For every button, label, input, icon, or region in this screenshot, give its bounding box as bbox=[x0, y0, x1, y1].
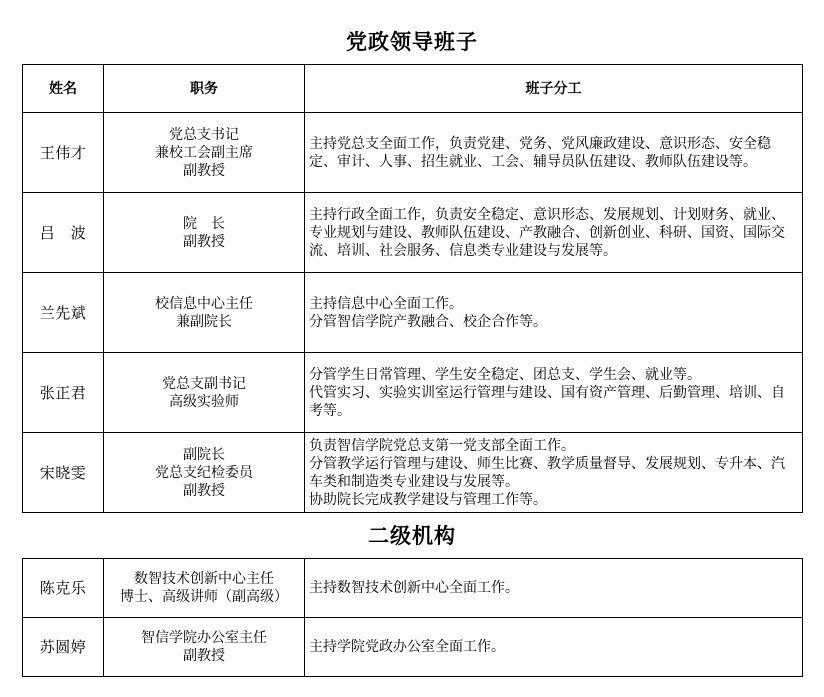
duty-line: 分管智信学院产教融合、校企合作等。 bbox=[309, 313, 547, 330]
position-line: 副教授 bbox=[183, 162, 225, 179]
person-position bbox=[104, 559, 305, 618]
table-header-row bbox=[23, 65, 803, 113]
person-duty bbox=[305, 559, 803, 618]
person-position bbox=[104, 193, 305, 273]
table-row bbox=[23, 113, 803, 193]
position-line: 兼副院长 bbox=[176, 313, 232, 330]
position-line: 智信学院办公室主任 bbox=[141, 630, 267, 646]
duty-line: 协助院长完成教学建设与管理工作等。 bbox=[309, 491, 547, 508]
person-position bbox=[104, 353, 305, 433]
table-row bbox=[23, 353, 803, 433]
person-duty bbox=[305, 193, 803, 273]
table-row bbox=[23, 273, 803, 353]
person-name: 兰先斌 bbox=[23, 273, 104, 353]
header-duty: 班子分工 bbox=[305, 65, 803, 113]
position-line: 党总支纪检委员 bbox=[155, 464, 253, 481]
header-name: 姓名 bbox=[23, 65, 104, 113]
page-title: 党政领导班子 bbox=[346, 29, 478, 54]
table-row bbox=[23, 618, 803, 677]
person-duty bbox=[305, 433, 803, 513]
header-position: 职务 bbox=[104, 65, 305, 113]
person-position bbox=[104, 433, 305, 513]
duty-line: 代管实习、实验实训室运行管理与建设、国有资产管理、后勤管理、培训、自考等。 bbox=[309, 384, 785, 419]
position-line: 党总支书记 bbox=[169, 126, 239, 143]
person-position bbox=[104, 618, 305, 677]
leadership-table bbox=[22, 64, 803, 513]
position-line: 院 长 bbox=[183, 215, 225, 232]
duty-line: 主持党总支全面工作，负责党建、党务、党风廉政建设、意识形态、安全稳定、审计、人事、招生就业、工会、辅导员队伍建设、教师队伍建设等。 bbox=[309, 135, 771, 170]
position-line: 校信息中心主任 bbox=[155, 295, 253, 312]
duty-line: 主持信息中心全面工作。 bbox=[309, 295, 463, 312]
person-duty bbox=[305, 273, 803, 353]
person-name: 张正君 bbox=[23, 353, 104, 433]
person-position bbox=[104, 273, 305, 353]
person-name: 苏圆婷 bbox=[23, 618, 104, 677]
position-line: 党总支副书记 bbox=[162, 375, 246, 392]
duty-line: 主持学院党政办公室全面工作。 bbox=[309, 639, 505, 655]
position-line: 兼校工会副主席 bbox=[155, 144, 253, 161]
position-line: 高级实验师 bbox=[169, 393, 239, 410]
duty-line: 负责智信学院党总支第一党支部全面工作。 bbox=[309, 437, 575, 454]
person-duty bbox=[305, 113, 803, 193]
person-name: 王伟才 bbox=[23, 113, 104, 193]
secondary-units-table bbox=[22, 558, 803, 677]
position-line: 副院长 bbox=[183, 446, 225, 463]
section-title: 二级机构 bbox=[368, 523, 456, 548]
position-line: 数智技术创新中心主任 bbox=[134, 571, 274, 587]
duty-line: 分管教学运行管理与建设、师生比赛、教学质量督导、发展规划、专升本、汽车类和制造类专业建设与发展等。 bbox=[309, 455, 785, 490]
position-line: 博士、高级讲师（副高级） bbox=[120, 589, 288, 605]
duty-line: 主持数智技术创新中心全面工作。 bbox=[309, 580, 519, 596]
person-duty bbox=[305, 353, 803, 433]
table-row bbox=[23, 559, 803, 618]
position-line: 副教授 bbox=[183, 648, 225, 664]
position-line: 副教授 bbox=[183, 233, 225, 250]
table-row bbox=[23, 193, 803, 273]
position-line: 副教授 bbox=[183, 482, 225, 499]
person-name: 吕 波 bbox=[23, 193, 104, 273]
person-name: 陈克乐 bbox=[23, 559, 104, 618]
person-name: 宋晓雯 bbox=[23, 433, 104, 513]
person-position bbox=[104, 113, 305, 193]
table-row bbox=[23, 433, 803, 513]
duty-line: 分管学生日常管理、学生安全稳定、团总支、学生会、就业等。 bbox=[309, 366, 701, 383]
person-duty bbox=[305, 618, 803, 677]
duty-line: 主持行政全面工作，负责安全稳定、意识形态、发展规划、计划财务、就业、专业规划与建设、教师队伍建设、产教融合、创新创业、科研、国资、国际交流、培训、社会服务、信息类专业建设与发展等。 bbox=[309, 206, 785, 259]
